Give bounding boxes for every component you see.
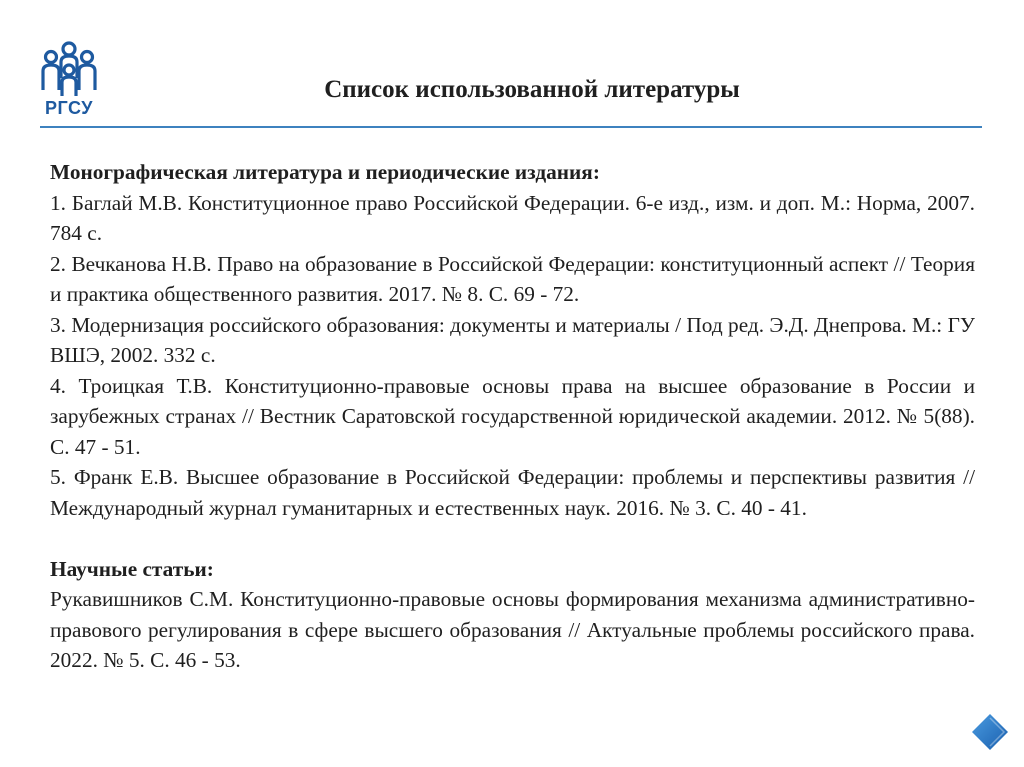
next-slide-icon[interactable] [970, 712, 1010, 752]
section-spacer [50, 523, 975, 554]
logo-text: РГСУ [45, 98, 93, 118]
bibliography [50, 157, 975, 676]
article-item: Рукавишников С.М. Конституционно-правовые основы формирования механизма административно-правового регулирования в сфере высшего образования // Актуальные проблемы российского права. 2022. № 5. С. 46 - 53. [50, 587, 975, 672]
monographs-heading: Монографическая литература и периодические издания: [50, 160, 600, 184]
title-divider [40, 126, 982, 128]
reference-item: 3. Модернизация российского образования: документы и материалы / Под ред. Э.Д. Днепрова. М.: ГУ ВШЭ, 2002. 332 с. [50, 312, 975, 367]
reference-item: 5. Франк Е.В. Высшее образование в Российской Федерации: проблемы и перспективы развития // Международный журнал гуманитарных и естественных наук. 2016. № 3. С. 40 - 41. [50, 465, 975, 520]
reference-item: 2. Вечканова Н.В. Право на образование в Российской Федерации: конституционный аспект // Теория и практика общественного развития. 2017. № 8. С. 69 - 72. [50, 251, 975, 306]
page-title: Список использованной литературы [324, 76, 740, 103]
articles-heading: Научные статьи: [50, 556, 214, 581]
university-logo [38, 40, 100, 122]
people-group-icon [38, 40, 100, 98]
reference-item: 1. Баглай М.В. Конституционное право Российской Федерации. 6-е изд., изм. и доп. М.: Норма, 2007. 784 с. [50, 190, 975, 245]
reference-item: 4. Троицкая Т.В. Конституционно-правовые основы права на высшее образование в России и зарубежных странах // Вестник Саратовской государственной юридической академии. 2012. № 5(88). С. 47 - 51. [50, 373, 975, 459]
